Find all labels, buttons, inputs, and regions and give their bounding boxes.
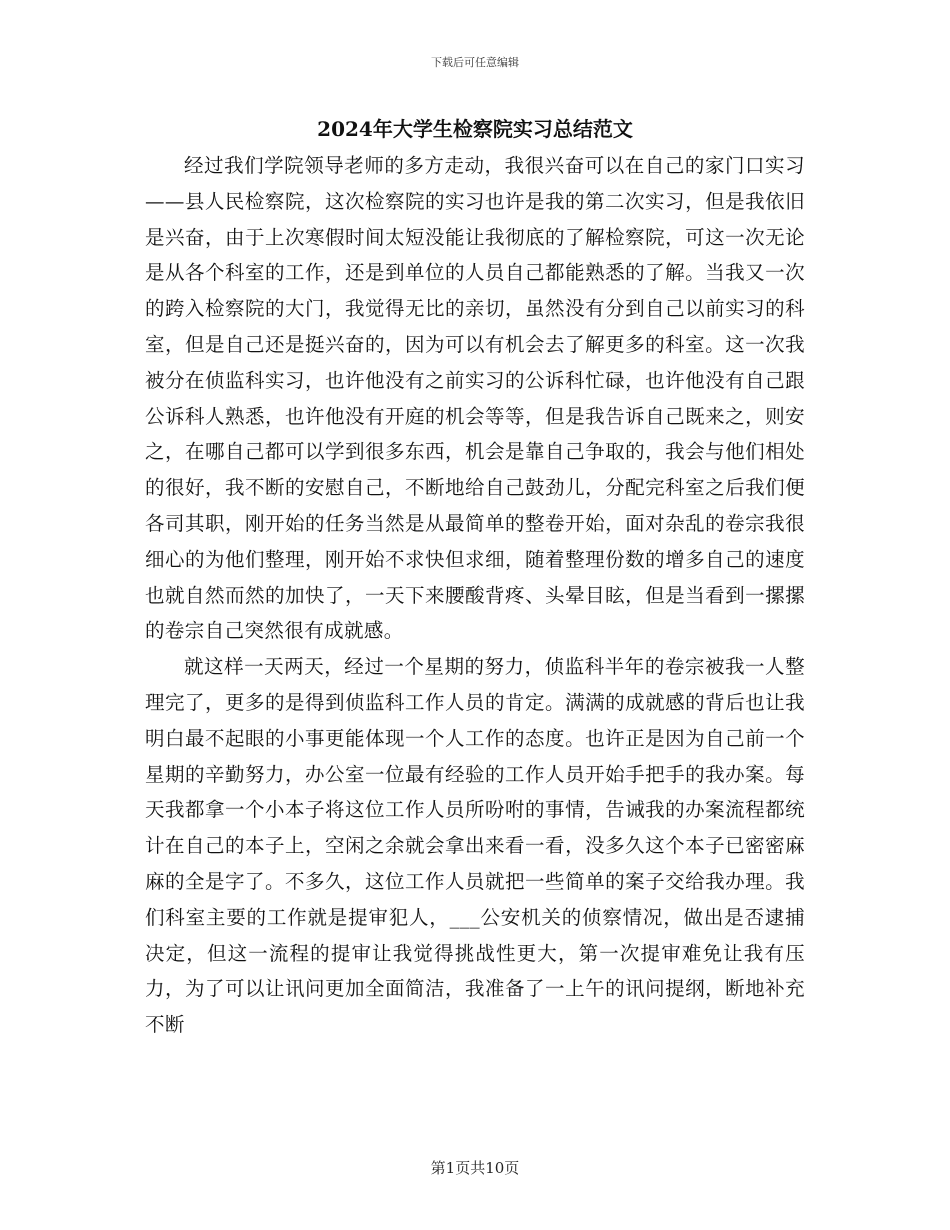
paragraph-1: 经过我们学院领导老师的多方走动，我很兴奋可以在自己的家门口实习——县人民检察院，这次检察院的实习也许是我的第二次实习，但是我依旧是兴奋，由于上次寒假时间太短没能让我彻底的了解检察院，可这一次无论是从各个科室的工作，还是到单位的人员自己都能熟悉的了解。当我又一次的跨入检察院的大门，我觉得无比的亲切，虽然没有分到自己以前实习的科室，但是自己还是挺兴奋的，因为可以有机会去了解更多的科室。这一次我被分在侦监科实习，也许他没有之前实习的公诉科忙碌，也许他没有自己跟公诉科人熟悉，也许他没有开庭的机会等等，但是我告诉自己既来之，则安之，在哪自己都可以学到很多东西，机会是靠自己争取的，我会与他们相处的很好，我不断的安慰自己，不断地给自己鼓劲儿，分配完科室之后我们便各司其职，刚开始的任务当然是从最简单的整卷开始，面对杂乱的卷宗我很细心的为他们整理，刚开始不求快但求细，随着整理份数的增多自己的速度也就自然而然的加快了，一天下来腰酸背疼、头晕目眩，但是当看到一摞摞的卷宗自己突然很有成就感。 (145, 154, 805, 643)
header-note: 下载后可任意编辑 (431, 56, 519, 69)
document-body (145, 148, 805, 1043)
paragraph-2: 就这样一天两天，经过一个星期的努力，侦监科半年的卷宗被我一人整理完了，更多的是得到侦监科工作人员的肯定。满满的成就感的背后也让我明白最不起眼的小事更能体现一个人工作的态度。也许正是因为自己前一个星期的辛勤努力，办公室一位最有经验的工作人员开始手把手的我办案。每天我都拿一个小本子将这位工作人员所吩咐的事情，告诫我的办案流程都统计在自己的本子上，空闲之余就会拿出来看一看，没多久这个本子已密密麻麻的全是字了。不多久，这位工作人员就把一些简单的案子交给我办理。我们科室主要的工作就是提审犯人，___公安机关的侦察情况，做出是否逮捕决定，但这一流程的提审让我觉得挑战性更大，第一次提审难免让我有压力，为了可以让讯问更加全面简洁，我准备了一上午的讯问提纲，断地补充不断 (145, 655, 805, 1037)
document-title: 2024年大学生检察院实习总结范文 (317, 117, 633, 141)
page-number-footer: 第1页共10页 (430, 1159, 520, 1177)
